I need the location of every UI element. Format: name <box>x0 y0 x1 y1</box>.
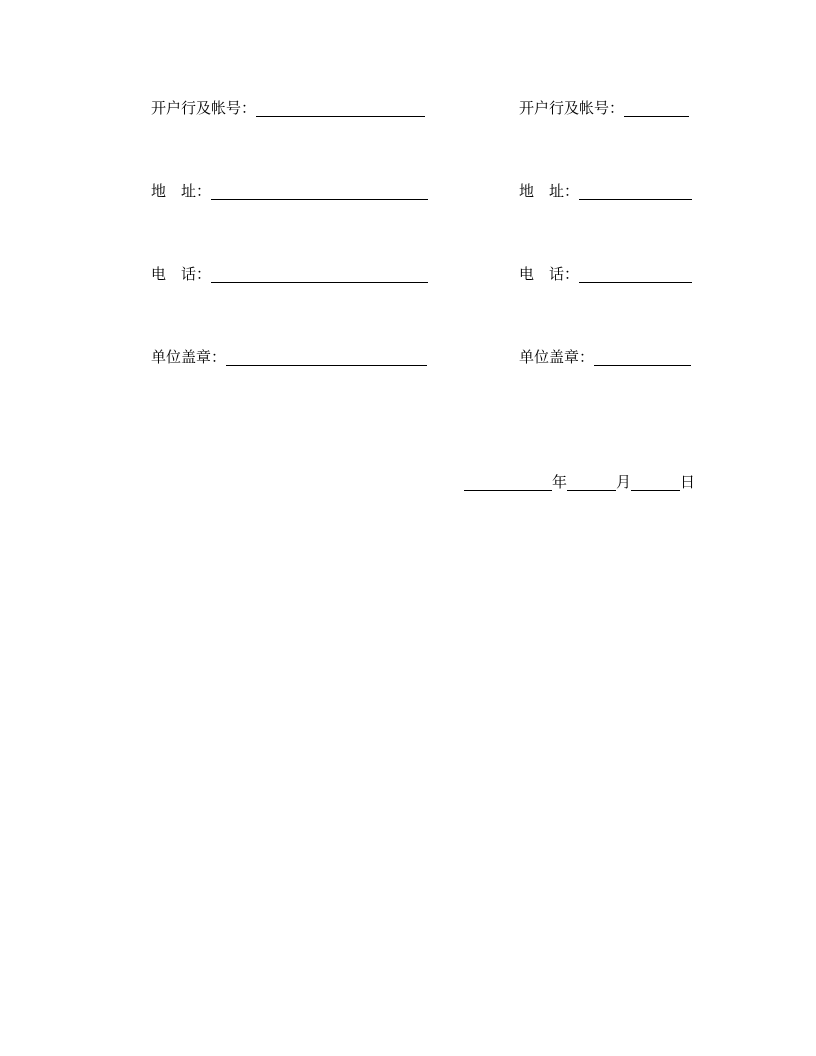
right-seal-label: 单位盖章： <box>519 348 595 366</box>
right-bank-account-blank[interactable] <box>624 98 689 117</box>
right-address-field <box>519 176 692 200</box>
left-address-blank[interactable] <box>211 181 428 200</box>
left-bank-account-field <box>151 93 425 117</box>
left-address-field <box>151 176 428 200</box>
left-phone-label: 电 话： <box>151 265 212 283</box>
date-field <box>464 467 695 491</box>
right-seal-field <box>519 342 691 366</box>
left-address-label: 地 址： <box>151 182 212 200</box>
left-seal-field <box>151 342 427 366</box>
right-address-blank[interactable] <box>579 181 692 200</box>
right-bank-account-field <box>519 93 689 117</box>
left-bank-account-label: 开户行及帐号： <box>151 99 257 117</box>
right-bank-account-label: 开户行及帐号： <box>519 99 625 117</box>
right-phone-label: 电 话： <box>519 265 580 283</box>
right-phone-blank[interactable] <box>579 264 692 283</box>
left-seal-blank[interactable] <box>226 347 427 366</box>
year-blank[interactable] <box>464 472 552 491</box>
day-blank[interactable] <box>631 472 680 491</box>
right-address-label: 地 址： <box>519 182 580 200</box>
month-label: 月 <box>616 473 632 491</box>
month-blank[interactable] <box>567 472 616 491</box>
day-label: 日 <box>680 473 696 491</box>
year-label: 年 <box>552 473 568 491</box>
right-seal-blank[interactable] <box>594 347 691 366</box>
left-seal-label: 单位盖章： <box>151 348 227 366</box>
left-phone-field <box>151 259 428 283</box>
left-bank-account-blank[interactable] <box>256 98 425 117</box>
right-phone-field <box>519 259 692 283</box>
left-phone-blank[interactable] <box>211 264 428 283</box>
